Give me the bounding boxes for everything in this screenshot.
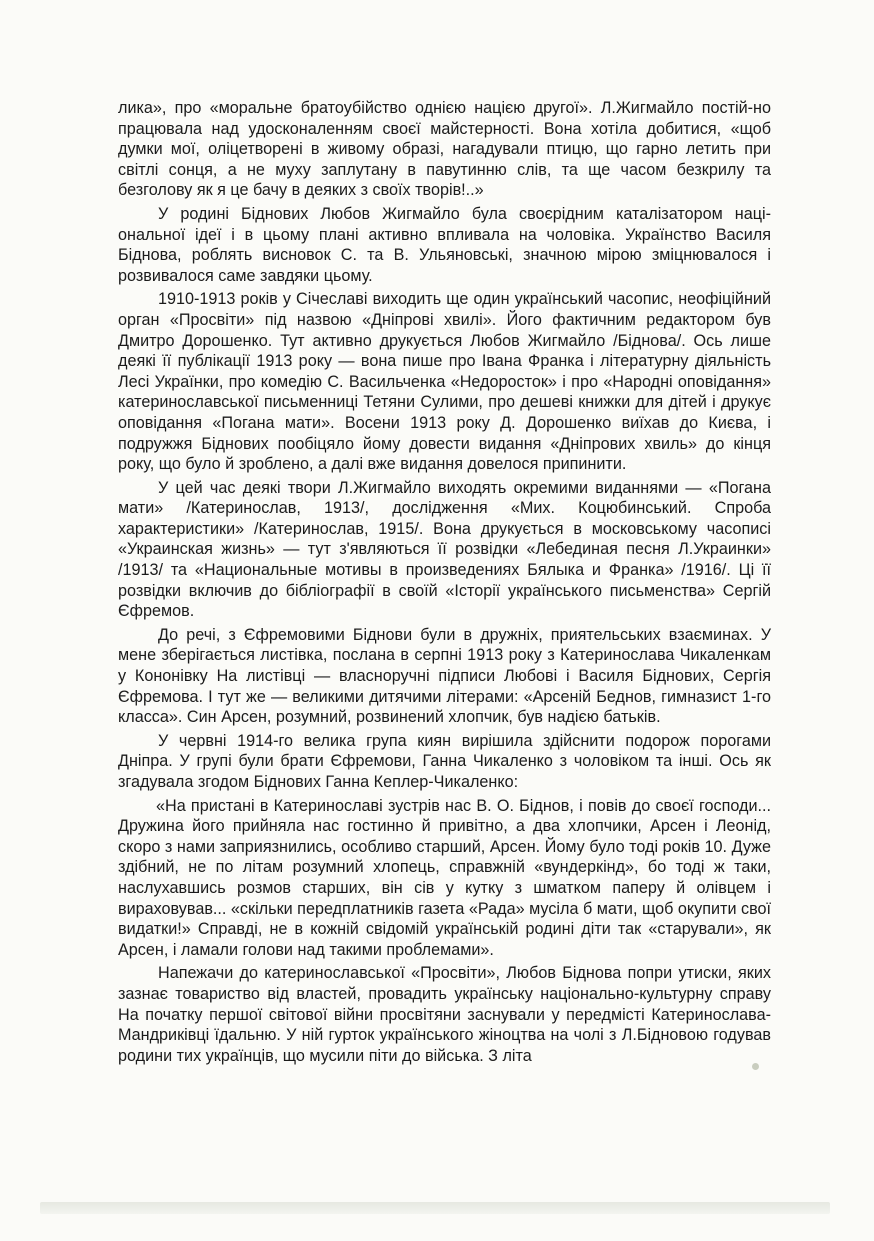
body-text [118, 98, 771, 1069]
scan-edge-shadow [40, 1202, 830, 1214]
paragraph: У родині Біднових Любов Жигмайло була своєрідним каталізатором наці-ональної ідеї і в цьому плані активно впливала на чоловіка. Українство Василя Біднова, роблять висновок С. та В. Ульяновські, значною мірою зміцнювалося і розвивалося саме завдяки цьому. [118, 204, 771, 285]
paragraph: У цей час деякі твори Л.Жигмайло виходять окремими виданнями — «Погана мати» /Катеринослав, 1913/, дослідження «Мих. Коцюбинський. Спроба характеристики» /Катеринослав, 1915/. Вона друкується в московському часописі «Украинская жизнь» — тут з'являються її розвідки «Лебединая песня Л.Украинки» /1913/ та «Национальные мотивы в произведениях Бялыка и Франка» /1916/. Ці її розвідки включив до бібліографії в своїй «Історії українського письменства» Сергій Єфремов. [118, 478, 771, 621]
paragraph: До речі, з Єфремовими Біднови були в дружніх, приятельських взаєминах. У мене зберігається листівка, послана в серпні 1913 року з Катеринослава Чикаленкам у Кононівку На листівці — власноручні підписи Любові і Василя Біднових, Сергія Єфремова. І тут же — великими дитячими літерами: «Арсеній Беднов, гимназист 1-го класса». Син Арсен, розумний, розвинений хлопчик, був надією батьків. [118, 625, 771, 727]
block-quote: «На пристані в Катеринославі зустрів нас В. О. Біднов, і повів до своєї господи... Дружина його прийняла нас гостинно й привітно, а два хлопчики, Арсен і Леонід, скоро з нами заприязнились, особливо старший, Арсен. Йому було тоді років 10. Дуже здібний, не по літам розумний хлопець, справжній «вундеркінд», бо тоді ж таки, наслухавшись розмов старших, він сів у кутку з шматком паперу й олівцем і вираховував... «скільки передплатників газета «Рада» мусіла б мати, щоб окупити свої видатки!» Справді, не в кожній свідомій українській родині діти так «старували», як Арсен, і ламали голови над такими проблемами». [118, 796, 771, 959]
paragraph: Напежачи до катеринославської «Просвіти», Любов Біднова попри утиски, яких зазнає товариство від властей, провадить українську національно-культурну справу На початку першої світової війни просвітяни заснували у передмісті Катеринослава-Мандриківці їдальню. У ній гурток українського жіноцтва на чолі з Л.Бідновою годував родини тих українців, що мусили піти до війська. З літа [118, 964, 771, 1065]
page-mark [752, 1063, 759, 1070]
paragraph: лика», про «моральне братоубійство однією нацією другої». Л.Жигмайло постій-но працювала над удосконаленням своєї майстерності. Вона хотіла добитися, «щоб думки мої, оліцетворені в живому образі, нагадували птицю, що гарно летить при світлі сонця, а не муху заплутану в павутинню слів, та ще часом безкрилу та безголову як я це бачу в деяких з своїх творів!..» [118, 99, 771, 200]
paragraph: У червні 1914-го велика група киян вирішила здійснити подорож порогами Дніпра. У групі були брати Єфремови, Ганна Чикаленко з чоловіком та інші. Ось як згадувала згодом Біднових Ганна Кеплер-Чикаленко: [118, 731, 771, 791]
paragraph: 1910-1913 років у Січеславі виходить ще один український часопис, неофіційний орган «Просвіти» під назвою «Дніпрові хвилі». Його фактичним редактором був Дмитро Дорошенко. Тут активно друкується Любов Жигмайло /Біднова/. Ось лише деякі її публікації 1913 року — вона пише про Івана Франка і літературну діяльність Лесі Українки, про комедію С. Васильченка «Недоросток» і про «Народні оповідання» катеринославської письменниці Тетяни Сулими, про дешеві книжки для дітей і друкує оповідання «Погана мати». Восени 1913 року Д. Дорошенко виїхав до Києва, і подружжя Біднових пообіцяло йому довести видання «Дніпрових хвиль» до кінця року, що було й зроблено, а далі вже видання довелося припинити. [118, 290, 771, 474]
